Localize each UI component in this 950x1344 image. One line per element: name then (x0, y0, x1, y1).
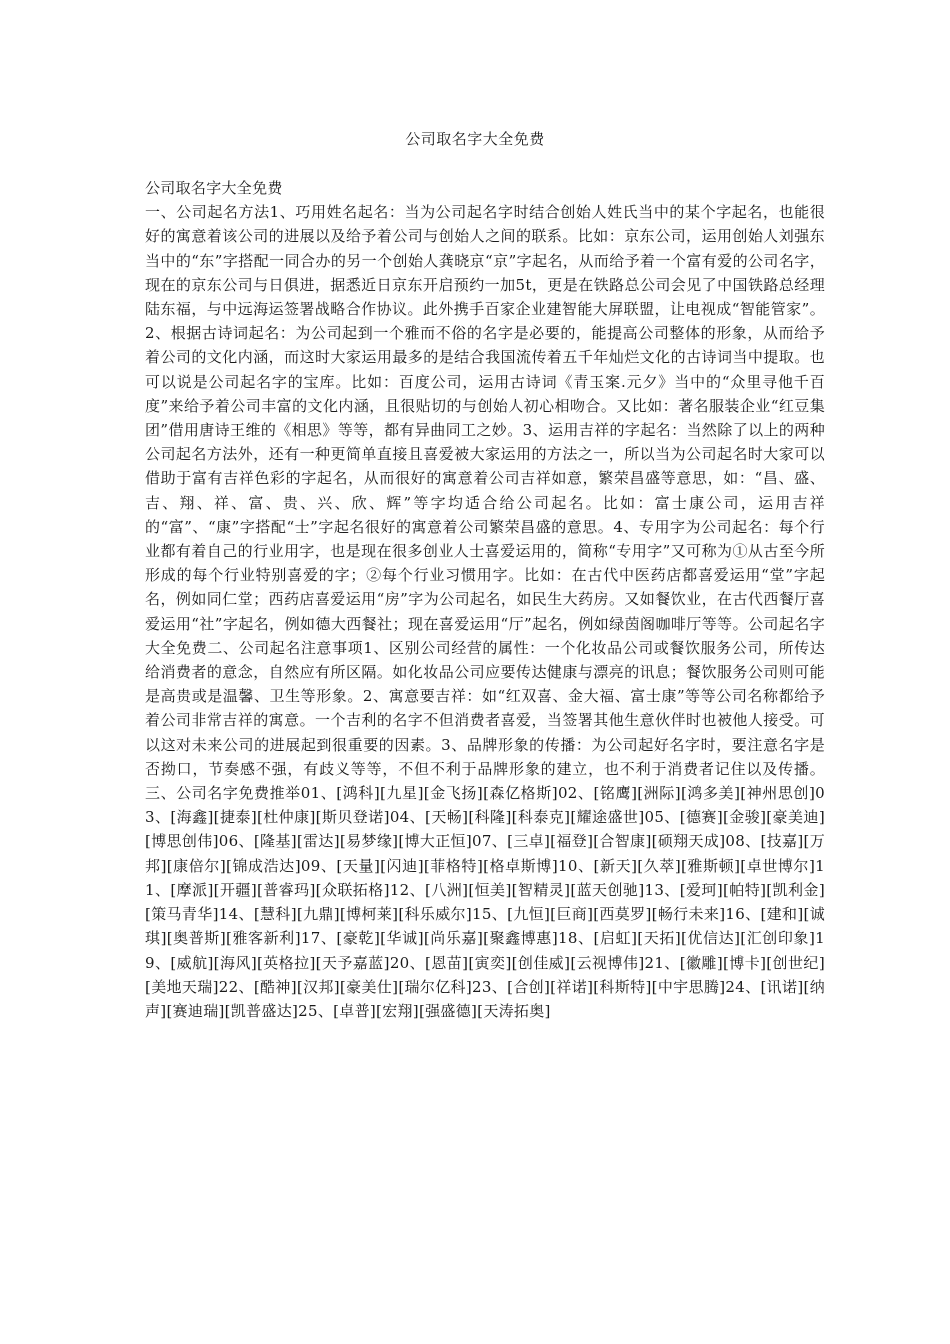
document-paragraph: 一、公司起名方法1、巧用姓名起名：当为公司起名字时结合创始人姓氏当中的某个字起名，也能很好的寓意着该公司的进展以及给予着公司与创始人之间的联系。比如：京东公司，运用创始人刘强东当中的“东”字搭配一同合办的另一个创始人龚晓京“京”字起名，从而给予着一个富有爱的公司名字，现在的京东公司与日俱进，据悉近日京东开启预约一加5t，更是在铁路总公司会见了中国铁路总经理陆东福，与中远海运签署战略合作协议。此外携手百家企业建智能大屏联盟，让电视成“智能管家”。2、根据古诗词起名：为公司起到一个雅而不俗的名字是必要的，能提高公司整体的形象，从而给予着公司的文化内涵，而这时大家运用最多的是结合我国流传着五千年灿烂文化的古诗词当中提取。也可以说是公司起名字的宝库。比如：百度公司，运用古诗词《青玉案.元夕》当中的“众里寻他千百度”来给予着公司丰富的文化内涵，且很贴切的与创始人初心相吻合。又比如：著名服装企业“红豆集团”借用唐诗王维的《相思》等等，都有异曲同工之妙。3、运用吉祥的字起名：当然除了以上的两种公司起名方法外，还有一种更简单直接且喜爱被大家运用的方法之一，所以当为公司起名时大家可以借助于富有吉祥色彩的字起名，从而很好的寓意着公司吉祥如意，繁荣昌盛等意思，如：“昌、盛、吉、翔、祥、富、贵、兴、欣、辉”等字均适合给公司起名。比如：富士康公司，运用吉祥的“富”、“康”字搭配“士”字起名很好的寓意着公司繁荣昌盛的意思。4、专用字为公司起名：每个行业都有着自己的行业用字，也是现在很多创业人士喜爱运用的，简称“专用字”又可称为①从古至今所形成的每个行业特别喜爱的字；②每个行业习惯用字。比如：在古代中医药店都喜爱运用“堂”字起名，例如同仁堂；西药店喜爱运用“房”字为公司起名，如民生大药房。又如餐饮业，在古代西餐厅喜爱运用“社”字起名，例如德大西餐社；现在喜爱运用“厅”起名，例如绿茵阁咖啡厅等等。公司起名字大全免费二、公司起名注意事项1、区别公司经营的属性：一个化妆品公司或餐饮服务公司，所传达给消费者的意念，自然应有所区隔。如化妆品公司应要传达健康与漂亮的讯息；餐饮服务公司则可能是高贵或是温馨、卫生等形象。2、寓意要吉祥：如“红双喜、金大福、富士康”等等公司名称都给予着公司非常吉祥的寓意。一个吉利的名字不但消费者喜爱，当签署其他生意伙伴时也被他人接受。可以这对未来公司的进展起到很重要的因素。3、品牌形象的传播：为公司起好名字时，要注意名字是否拗口，节奏感不强，有歧义等等，不但不利于品牌形象的建立，也不利于消费者记住以及传播。三、公司名字免费推举01、[鸿科][九星][金飞扬][森亿格斯]02、[铭鹰][洲际][鸿多美][神州思创]03、[海鑫][捷泰][杜仲康][斯贝登诺]04、[天畅][科隆][科泰克][耀途盛世]05、[德赛][金骏][豪美迪][博思创伟]06、[隆基][雷达][易梦缘][博大正恒]07、[三卓][福登][合智康][硕翔天成]08、[技嘉][万邦][康倍尔][锦成浩达]09、[天量][闪迪][菲格特][格卓斯博]10、[新天][久萃][雅斯顿][卓世博尔]11、[摩派][开疆][普睿玛][众联拓格]12、[八洲][恒美][智精灵][蓝天创驰]13、[爱珂][帕特][凯利金][策马青华]14、[慧科][九鼎][博柯莱][科乐威尔]15、[九恒][巨商][西莫罗][畅行未来]16、[建和][诚琪][奥普斯][雅客新利]17、[豪乾][华诚][尚乐嘉][聚鑫博惠]18、[启虹][天拓][优信达][汇创印象]19、[威航][海风][英格拉][天予嘉蓝]20、[恩苗][寅奕][创佳威][云视博伟]21、[徽雕][博卡][创世纪][美地天瑞]22、[酷神][汉邦][豪美仕][瑞尔亿科]23、[合创][祥诺][科斯特][中宇思腾]24、[讯诺][纳声][赛迪瑞][凯普盛达]25、[卓普][宏翔][强盛德][天涛拓奥] (145, 203, 825, 1020)
document-title: 公司取名字大全免费 (405, 130, 545, 148)
document-subtitle: 公司取名字大全免费 (145, 179, 283, 197)
document-body (145, 176, 825, 1023)
